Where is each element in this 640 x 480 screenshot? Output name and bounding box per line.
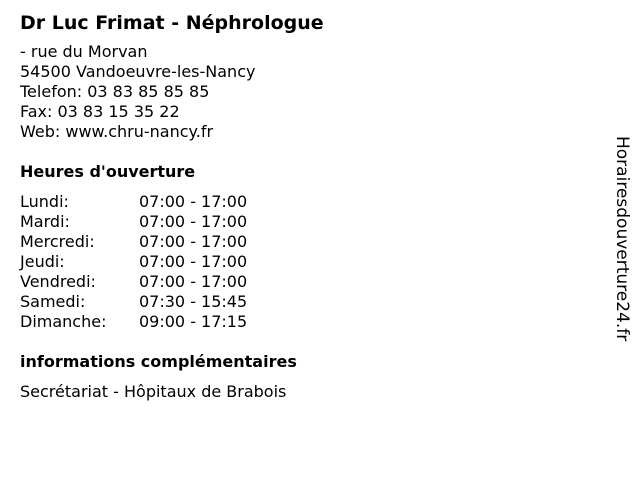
day-label: Dimanche: — [20, 312, 107, 331]
time-range: 07:00 - 17:00 — [139, 272, 248, 291]
day-label: Vendredi: — [20, 272, 96, 291]
day-label: Lundi: — [20, 192, 69, 211]
watermark — [612, 136, 634, 346]
hours-row-dimanche — [20, 312, 600, 332]
time-range: 07:00 - 17:00 — [139, 252, 248, 271]
time-range: 07:00 - 17:00 — [139, 192, 248, 211]
watermark-text: Horairesdouverture24.fr — [612, 136, 632, 342]
hours-row-jeudi — [20, 252, 600, 272]
time-range: 07:00 - 17:00 — [139, 212, 248, 231]
phone-line: Telefon: 03 83 85 85 85 — [20, 82, 210, 101]
info-text: Secrétariat - Hôpitaux de Brabois — [20, 382, 287, 401]
page-title: Dr Luc Frimat - Néphrologue — [20, 12, 324, 34]
fax-line: Fax: 03 83 15 35 22 — [20, 102, 180, 121]
day-label: Samedi: — [20, 292, 86, 311]
time-range: 07:30 - 15:45 — [139, 292, 248, 311]
web-line: Web: www.chru-nancy.fr — [20, 122, 214, 141]
time-range: 07:00 - 17:00 — [139, 232, 248, 251]
city-line: 54500 Vandoeuvre-les-Nancy — [20, 62, 256, 81]
hours-row-vendredi — [20, 272, 600, 292]
hours-row-lundi — [20, 192, 600, 212]
day-label: Mardi: — [20, 212, 70, 231]
day-label: Jeudi: — [20, 252, 65, 271]
address-block — [20, 42, 600, 142]
hours-row-mardi — [20, 212, 600, 232]
time-range: 09:00 - 17:15 — [139, 312, 248, 331]
hours-heading: Heures d'ouverture — [20, 162, 196, 181]
practice-card — [20, 10, 600, 402]
hours-row-mercredi — [20, 232, 600, 252]
hours-table — [20, 192, 600, 332]
street-line: - rue du Morvan — [20, 42, 148, 61]
hours-row-samedi — [20, 292, 600, 312]
info-heading: informations complémentaires — [20, 352, 297, 371]
day-label: Mercredi: — [20, 232, 95, 251]
